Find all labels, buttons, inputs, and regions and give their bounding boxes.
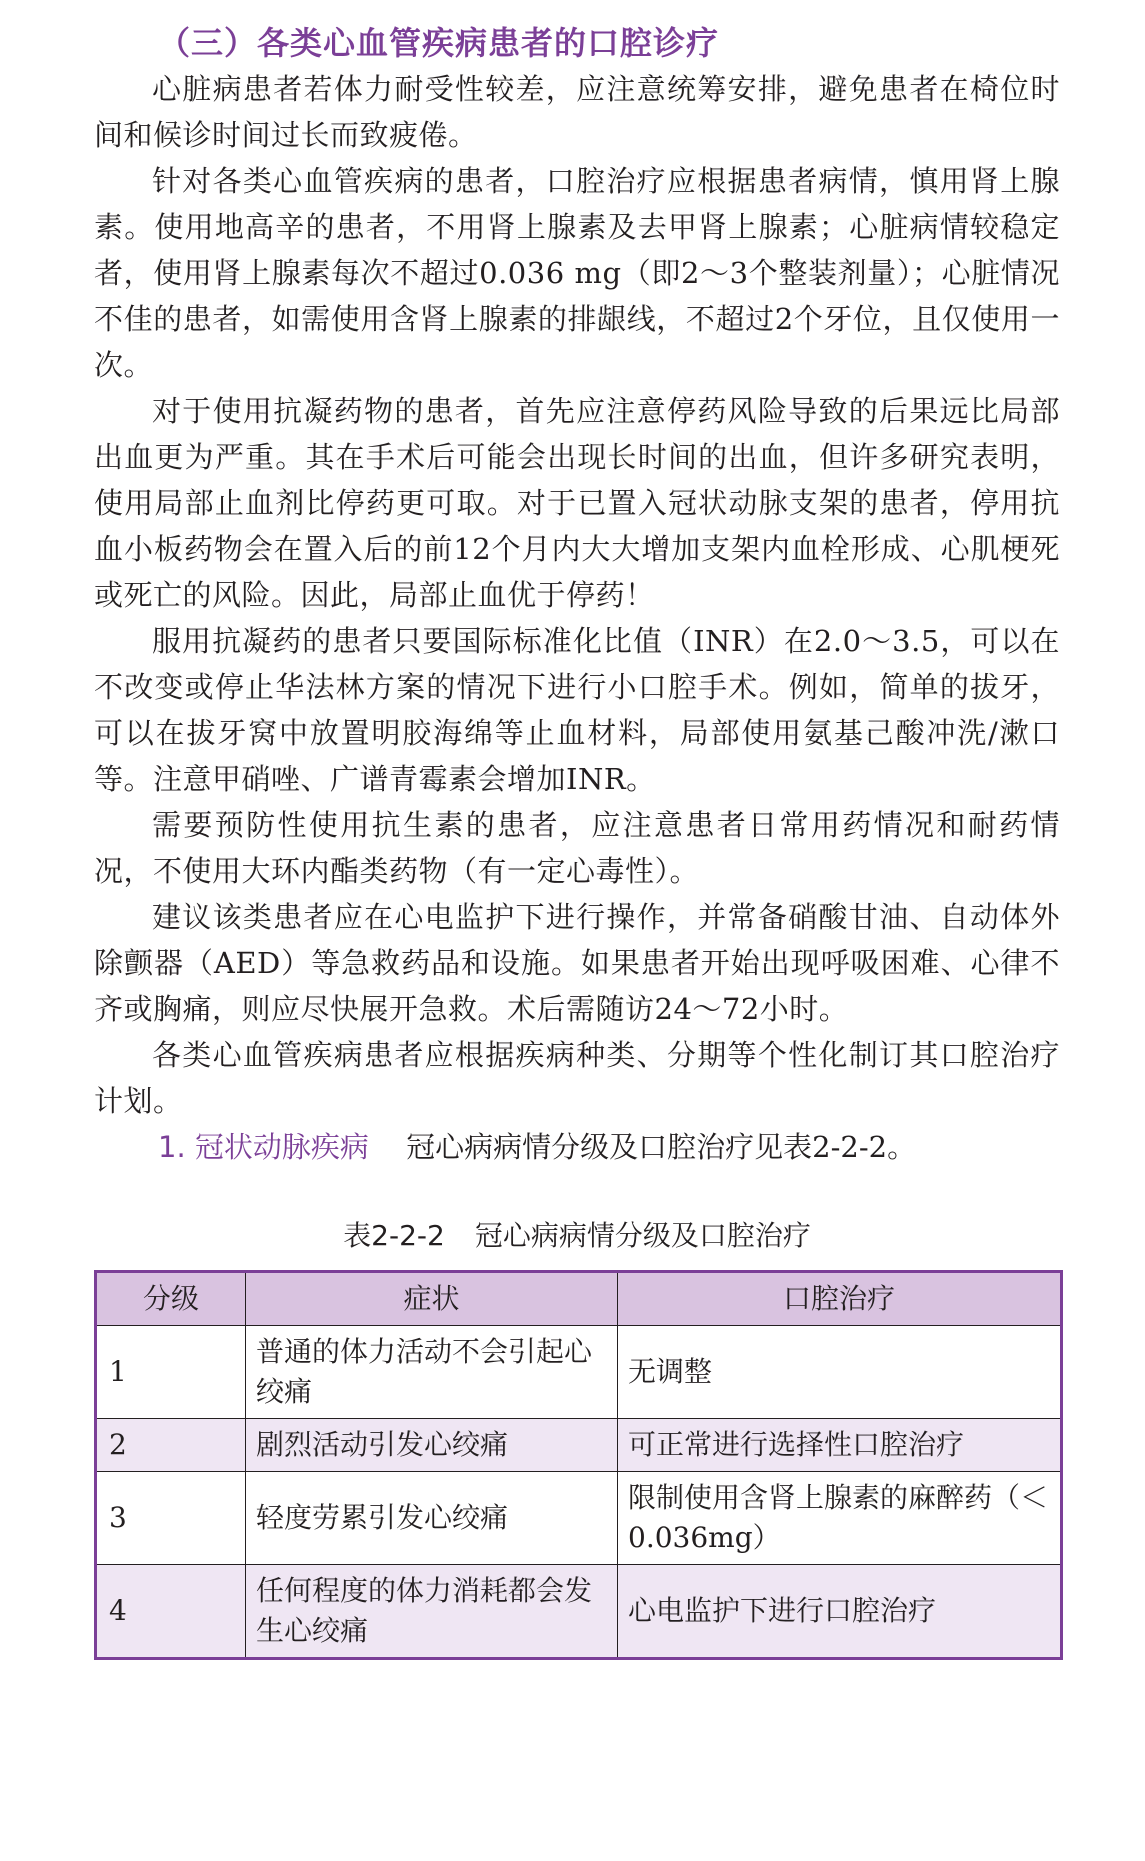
header-treatment: 口腔治疗 xyxy=(618,1272,1062,1326)
table-caption-title: 冠心病病情分级及口腔治疗 xyxy=(474,1219,811,1252)
header-symptom: 症状 xyxy=(246,1272,618,1326)
table-caption xyxy=(94,1216,1060,1256)
sub-item xyxy=(94,1124,1060,1170)
paragraph: 针对各类心血管疾病的患者，口腔治疗应根据患者病情，慎用肾上腺素。使用地高辛的患者，不用肾上腺素及去甲肾上腺素；心脏病情较稳定者，使用肾上腺素每次不超过0.036 mg（即2～3个整装剂量）；心脏情况不佳的患者，如需使用含肾上腺素的排龈线，不超过2个牙位，且仅使用一次。 xyxy=(94,164,1060,382)
paragraph: 需要预防性使用抗生素的患者，应注意患者日常用药情况和耐药情况，不使用大环内酯类药物（有一定心毒性）。 xyxy=(94,808,1060,888)
sub-item-label: 冠状动脉疾病 xyxy=(194,1130,369,1164)
table-row xyxy=(96,1472,1062,1565)
cell-treatment: 无调整 xyxy=(618,1326,1062,1419)
cell-symptom: 普通的体力活动不会引起心绞痛 xyxy=(246,1326,618,1419)
section-heading: （三）各类心血管疾病患者的口腔诊疗 xyxy=(158,24,720,62)
table-row xyxy=(96,1326,1062,1419)
cell-symptom: 任何程度的体力消耗都会发生心绞痛 xyxy=(246,1565,618,1659)
cell-treatment: 心电监护下进行口腔治疗 xyxy=(618,1565,1062,1659)
cell-grade: 2 xyxy=(96,1419,246,1472)
paragraph: 对于使用抗凝药物的患者，首先应注意停药风险导致的后果远比局部出血更为严重。其在手术后可能会出现长时间的出血，但许多研究表明，使用局部止血剂比停药更可取。对于已置入冠状动脉支架的患者，停用抗血小板药物会在置入后的前12个月内大大增加支架内血栓形成、心肌梗死或死亡的风险。因此，局部止血优于停药！ xyxy=(94,394,1060,612)
paragraph: 服用抗凝药的患者只要国际标准化比值（INR）在2.0～3.5，可以在不改变或停止华法林方案的情况下进行小口腔手术。例如，简单的拔牙，可以在拔牙窝中放置明胶海绵等止血材料，局部使用氨基己酸冲洗/漱口等。注意甲硝唑、广谱青霉素会增加INR。 xyxy=(94,624,1060,796)
cell-grade: 4 xyxy=(96,1565,246,1659)
cell-symptom: 轻度劳累引发心绞痛 xyxy=(246,1472,618,1565)
sub-item-text: 冠心病病情分级及口腔治疗见表2-2-2。 xyxy=(406,1130,917,1164)
paragraph: 各类心血管疾病患者应根据疾病种类、分期等个性化制订其口腔治疗计划。 xyxy=(94,1038,1060,1118)
cell-treatment: 可正常进行选择性口腔治疗 xyxy=(618,1419,1062,1472)
grading-table xyxy=(94,1270,1063,1660)
paragraph: 心脏病患者若体力耐受性较差，应注意统筹安排，避免患者在椅位时间和候诊时间过长而致疲倦。 xyxy=(94,72,1060,152)
sub-item-number: 1. xyxy=(158,1130,186,1164)
table-row xyxy=(96,1419,1062,1472)
cell-treatment: 限制使用含肾上腺素的麻醉药（＜0.036mg） xyxy=(618,1472,1062,1565)
document-page xyxy=(94,20,1060,1660)
cell-grade: 1 xyxy=(96,1326,246,1419)
table-row xyxy=(96,1565,1062,1659)
cell-symptom: 剧烈活动引发心绞痛 xyxy=(246,1419,618,1472)
table-header-row xyxy=(96,1272,1062,1326)
paragraph: 建议该类患者应在心电监护下进行操作，并常备硝酸甘油、自动体外除颤器（AED）等急救药品和设施。如果患者开始出现呼吸困难、心律不齐或胸痛，则应尽快展开急救。术后需随访24～72小时。 xyxy=(94,900,1060,1026)
cell-grade: 3 xyxy=(96,1472,246,1565)
table-caption-number: 表2-2-2 xyxy=(343,1219,445,1252)
header-grade: 分级 xyxy=(96,1272,246,1326)
